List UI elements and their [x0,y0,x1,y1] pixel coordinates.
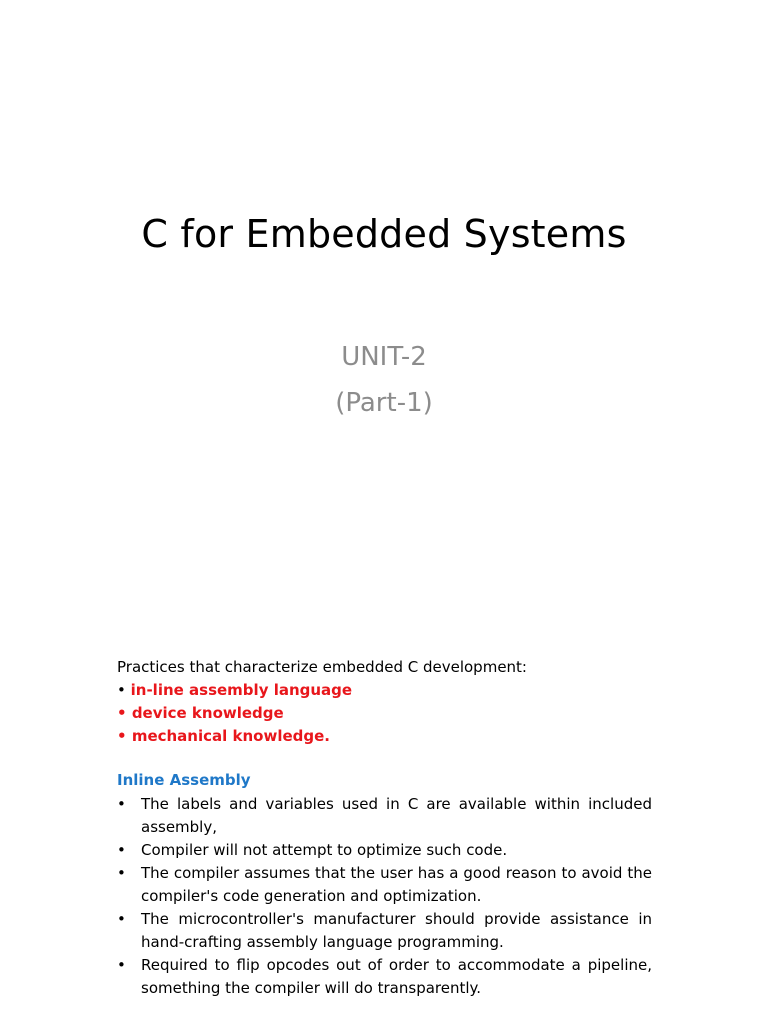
list-item-text: The labels and variables used in C are available within included assembly, [141,795,652,836]
practice-item [117,702,677,725]
list-item [117,839,652,862]
practice-item [117,679,677,702]
inline-assembly-list [117,793,652,1000]
list-item-text: Compiler will not attempt to optimize such code. [141,841,508,859]
practice-label: device knowledge [131,704,284,722]
bullet-marker: • [117,841,126,859]
bullet-marker: • [117,956,126,974]
list-item-text: Required to flip opcodes out of order to accommodate a pipeline, something the compiler will do transparently. [141,956,652,997]
list-item-text: The microcontroller's manufacturer should provide assistance in hand-crafting assembly language programming. [141,910,652,951]
slide-subtitle [0,334,768,426]
bullet-marker: • [117,910,126,928]
list-item [117,908,652,954]
list-item [117,793,652,839]
content-slide [0,640,768,1024]
practice-label: in-line assembly language [130,681,353,699]
bullet-marker: • [117,795,126,813]
practice-item [117,725,677,748]
practices-intro: Practices that characterize embedded C development: [117,658,527,676]
subtitle-part: (Part-1) [335,388,433,418]
section-heading: Inline Assembly [117,771,251,789]
bullet-marker: • [117,727,132,745]
list-item [117,954,652,1000]
list-item [117,862,652,908]
practices-block [117,656,677,748]
bullet-marker: • [117,864,126,882]
bullet-marker: • [117,704,132,722]
list-item-text: The compiler assumes that the user has a good reason to avoid the compiler's code generation and optimization. [141,864,652,905]
slide-title: C for Embedded Systems [141,212,627,256]
subtitle-unit: UNIT-2 [341,342,427,372]
practice-label: mechanical knowledge. [131,727,330,745]
bullet-marker: • [117,681,131,699]
